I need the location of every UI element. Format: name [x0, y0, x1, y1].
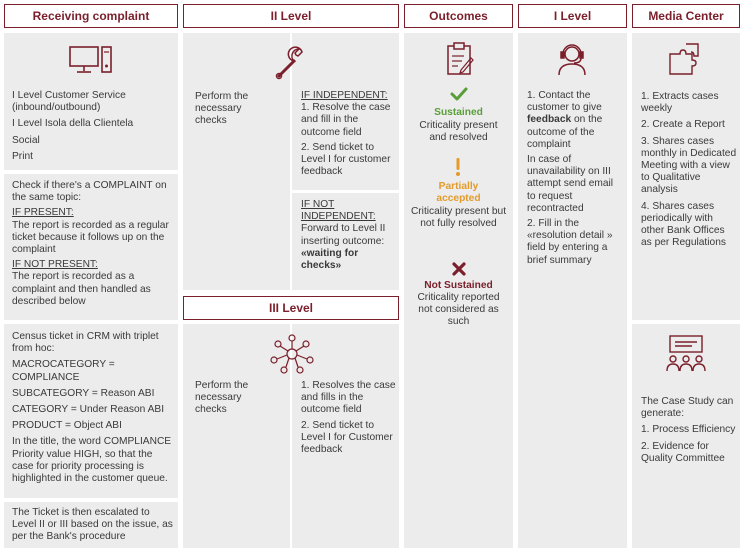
independent-step-1: 1. Resolve the case and fill in the outcome field — [301, 102, 391, 138]
level1-step-1 — [527, 90, 623, 151]
not-independent-outcome: «waiting for checks» — [301, 247, 359, 272]
not-sustained-title: Not Sustained — [424, 280, 493, 291]
level3-step-1: 1. Resolves the case and fills in the outcome field — [301, 380, 396, 416]
level1-unavailability: In case of unavailability on III attempt send email to request recontracted — [527, 154, 614, 214]
case-study-box — [632, 324, 740, 548]
level2-not-independent-box — [292, 193, 399, 290]
sustained-title: Sustained — [434, 107, 483, 118]
if-present-text: The report is recorded as a regular ticket because it follows up on the complaint — [12, 219, 169, 256]
level2-independent-box — [292, 33, 399, 190]
level3-perform: Perform the necessary checks — [195, 380, 249, 416]
media-reports-box — [632, 33, 740, 320]
priority-text: In the title, the word COMPLIANCE Priority value HIGH, so that the case for priority processing is highlighted in the customer queue. — [12, 436, 172, 485]
channel-social: Social — [12, 134, 40, 146]
step1-bold: feedback — [527, 114, 572, 126]
meeting-icon — [664, 334, 708, 374]
header-receiving-complaint: Receiving complaint — [4, 4, 178, 28]
level1-step-2: 2. Fill in the «resolution detail » field by entering a brief summary — [527, 218, 613, 266]
channel-print: Print — [12, 150, 33, 162]
census-ticket-box — [4, 324, 178, 498]
header-level-2: II Level — [183, 4, 399, 28]
puzzle-icon — [668, 42, 702, 76]
receiving-channels-box — [4, 33, 178, 170]
media-item-2: 2. Create a Report — [641, 119, 725, 131]
partial-text: Criticality present but not fully resolved — [410, 206, 507, 230]
header-outcomes: Outcomes — [404, 4, 513, 28]
header-level-1: I Level — [518, 4, 627, 28]
wrench-icon — [272, 45, 308, 81]
if-independent-label: IF INDEPENDENT: — [301, 90, 388, 101]
level3-steps-box — [292, 324, 399, 548]
header-level-3: III Level — [183, 296, 399, 320]
channel-isola: I Level Isola della Clientela — [12, 118, 134, 130]
check-intro: Check if there's a COMPLAINT on the same topic: — [12, 180, 167, 204]
network-icon — [268, 334, 316, 374]
level1-box — [518, 33, 627, 548]
exclamation-icon — [454, 157, 462, 177]
escalation-text: The Ticket is then escalated to Level II or III based on the issue, as per the Bank's procedure — [12, 507, 173, 543]
case-study-item-1: 1. Process Efficiency — [641, 424, 736, 436]
clipboard-icon — [446, 42, 474, 76]
media-item-1: 1. Extracts cases weekly — [641, 91, 719, 115]
x-mark-icon — [451, 261, 467, 277]
independent-step-2: 2. Send ticket to Level I for customer feedback — [301, 141, 391, 178]
sustained-text: Criticality present and resolved — [419, 120, 498, 144]
outcomes-box — [404, 33, 513, 548]
if-not-present-label: IF NOT PRESENT: — [12, 259, 98, 271]
channel-customer-service: I Level Customer Service (inbound/outbound) — [12, 90, 126, 114]
level3-step-2: 2. Send ticket to Level I for Customer feedback — [301, 419, 393, 456]
case-study-item-2: 2. Evidence for Quality Committee — [641, 440, 725, 464]
header-media-center: Media Center — [632, 4, 740, 28]
if-not-present-text: The report is recorded as a complaint and then handled as described below — [12, 271, 151, 307]
check-complaint-box — [4, 174, 178, 320]
census-intro: Census ticket in CRM with triplet from hoc: — [12, 331, 159, 355]
if-present-label: IF PRESENT: — [12, 207, 74, 219]
step1-post: on the outcome of the complaint — [527, 114, 603, 150]
escalation-box — [4, 502, 178, 548]
macrocategory: MACROCATEGORY = COMPLIANCE — [12, 359, 115, 383]
case-study-intro: The Case Study can generate: — [641, 396, 734, 420]
not-independent-text: Forward to Level II inserting outcome: — [301, 223, 386, 247]
step1-pre: 1. Contact the customer to give — [527, 90, 602, 114]
media-item-3: 3. Shares cases monthly in Dedicated Meeting with a view to Qualitative analysis — [641, 135, 737, 196]
computer-icon — [68, 45, 114, 75]
product: PRODUCT = Object ABI — [12, 420, 122, 432]
not-sustained-text: Criticality reported not considered as such — [417, 292, 500, 328]
headset-user-icon — [556, 42, 588, 76]
checkmark-icon — [450, 87, 468, 101]
category: CATEGORY = Under Reason ABI — [12, 404, 165, 416]
level2-perform: Perform the necessary checks — [195, 91, 249, 127]
if-not-independent-label: IF NOT INDEPENDENT: — [301, 199, 376, 223]
partial-title: Partially accepted — [436, 181, 481, 205]
media-item-4: 4. Shares cases periodically with other Bank Offices as per Regulations — [641, 200, 726, 249]
subcategory: SUBCATEGORY = Reason ABI — [12, 387, 155, 399]
